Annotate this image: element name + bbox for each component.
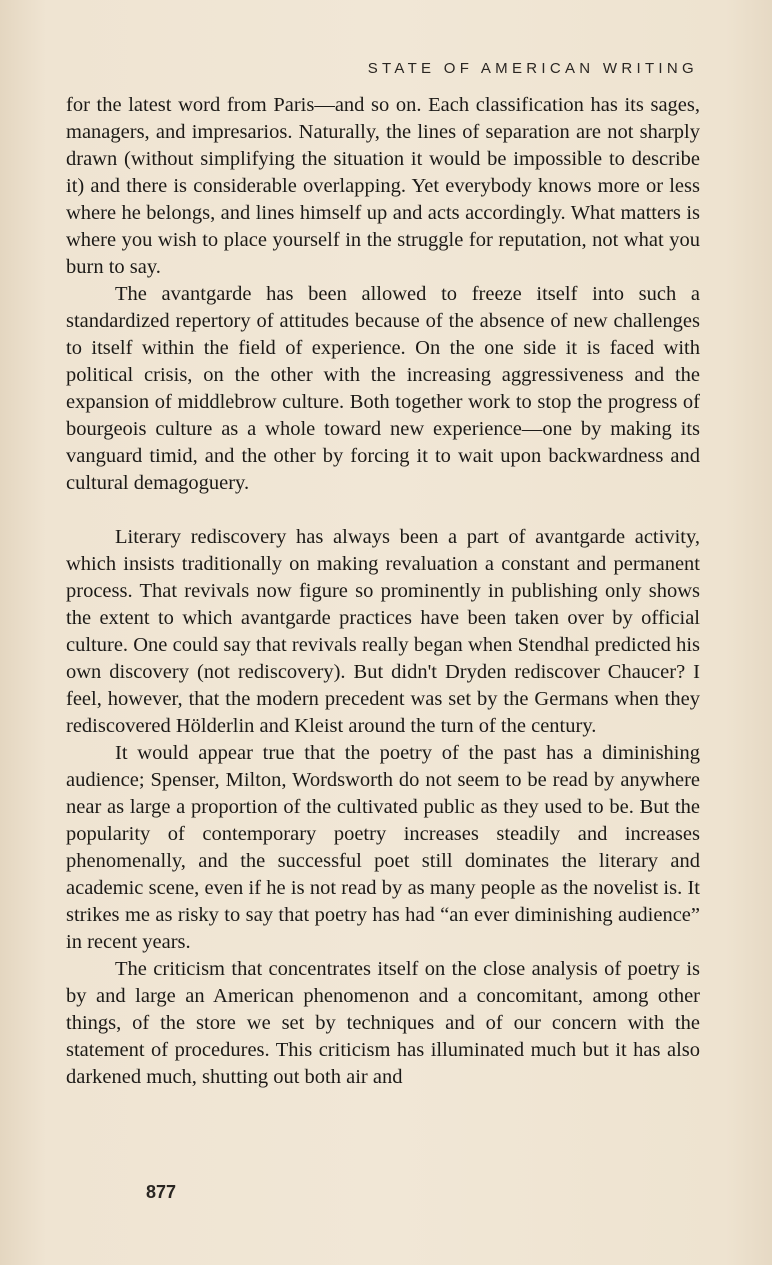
paragraph-5: The criticism that concentrates itself on the close analysis of poetry is by and large an American phenomenon and a concomitant, among other things, of the store we set by techniques and of our concern with the statement of procedures. This criticism has illuminated much but it has also darkened much, shutting out both air and bbox=[66, 958, 700, 1088]
page-number: 877 bbox=[146, 1182, 177, 1202]
paragraph-2: The avantgarde has been allowed to freeze itself into such a standardized repertory of attitudes because of the absence of new challenges to itself within the field of experience. On the one side it is faced with political crisis, on the other with the increasing aggressiveness and the expansion of middlebrow culture. Both together work to stop the progress of bourgeois culture as a whole toward new experience—one by making its vanguard timid, and the other by forcing it to wait upon backwardness and cultural demagoguery. bbox=[66, 283, 700, 494]
body-text bbox=[66, 92, 700, 1091]
running-head: STATE OF AMERICAN WRITING bbox=[367, 60, 698, 77]
paragraph-1: for the latest word from Paris—and so on. Each classification has its sages, managers, and impresarios. Naturally, the lines of separation are not sharply drawn (without simplifying the situation it would be impossible to describe it) and there is considerable overlapping. Yet everybody knows more or less where he belongs, and lines himself up and acts accordingly. What matters is where you wish to place yourself in the struggle for reputation, not what you burn to say. bbox=[66, 94, 700, 278]
paragraph-3: Literary rediscovery has always been a part of avantgarde activity, which insists traditionally on making revaluation a constant and permanent process. That revivals now figure so prominently in publishing only shows the extent to which avantgarde practices have been taken over by official culture. One could say that revivals really began when Stendhal predicted his own discovery (not rediscovery). But didn't Dryden rediscover Chaucer? I feel, however, that the modern precedent was set by the Germans when they rediscovered Hölderlin and Kleist around the turn of the century. bbox=[66, 526, 700, 737]
paragraph-4: It would appear true that the poetry of the past has a diminishing audience; Spenser, Milton, Wordsworth do not seem to be read by anywhere near as large a proportion of the cultivated public as they used to be. But the popularity of contemporary poetry increases steadily and increases phenomenally, and the successful poet still dominates the literary and academic scene, even if he is not read by as many people as the novelist is. It strikes me as risky to say that poetry has had “an ever diminishing audience” in recent years. bbox=[66, 742, 700, 953]
